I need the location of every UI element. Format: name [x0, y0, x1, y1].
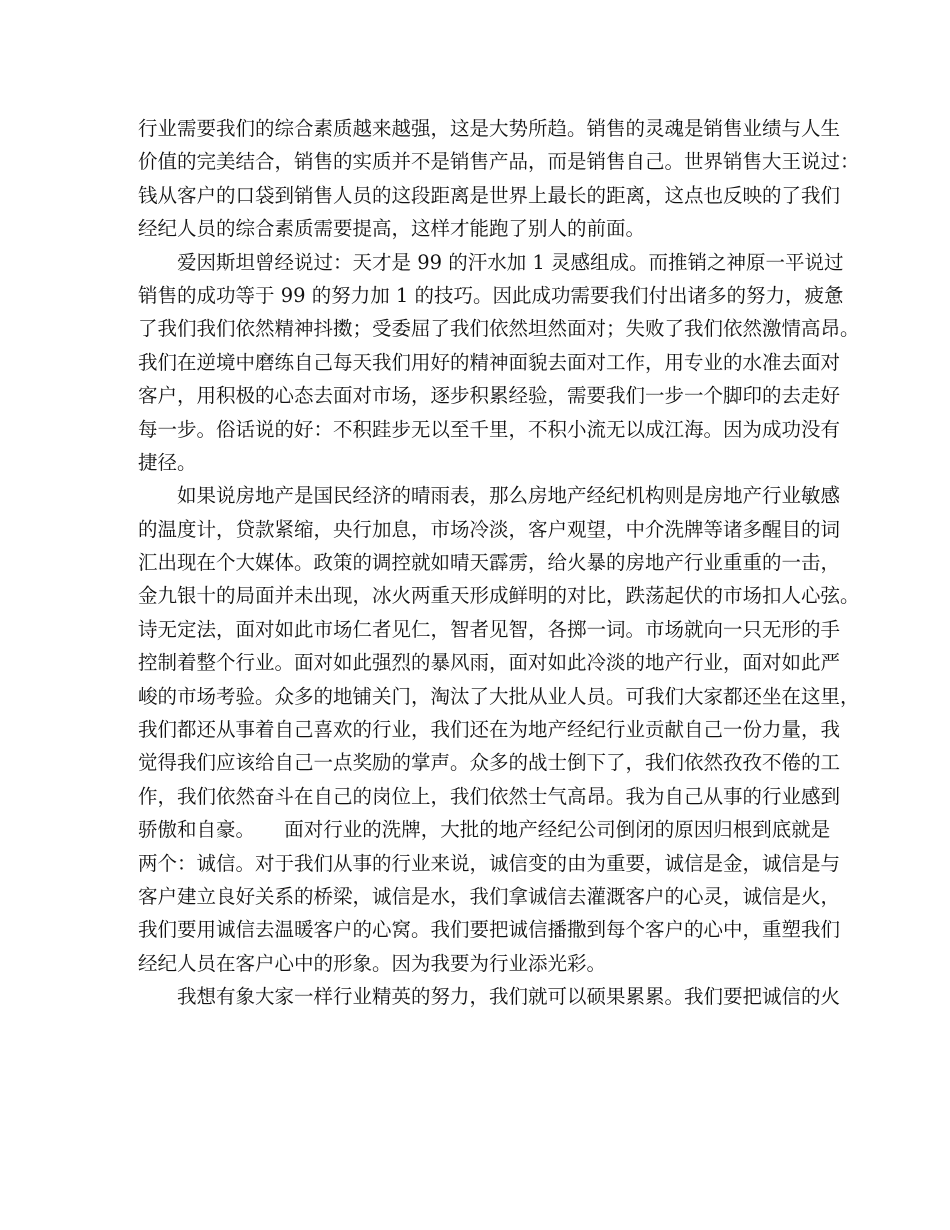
- text-line: 控制着整个行业。面对如此强烈的暴风雨，面对如此冷淡的地产行业，面对如此严: [138, 651, 841, 675]
- text-line: 的温度计，贷款紧缩，央行加息，市场冷淡，客户观望，中介洗牌等诸多醒目的词: [138, 517, 841, 541]
- text-line: 我们在逆境中磨练自己每天我们用好的精神面貌去面对工作，用专业的水准去面对: [138, 350, 841, 374]
- text-line: 爱因斯坦曾经说过：天才是 99 的汗水加 1 灵感组成。而推销之神原一平说过: [138, 250, 844, 274]
- text-line: 我们要用诚信去温暖客户的心窝。我们要把诚信播撒到每个客户的心中，重塑我们: [138, 918, 841, 942]
- text-line: 行业需要我们的综合素质越来越强，这是大势所趋。销售的灵魂是销售业绩与人生: [138, 117, 841, 140]
- text-line: 经纪人员的综合素质需要提高，这样才能跑了别人的前面。: [138, 217, 646, 241]
- text-line: 客户，用积极的心态去面对市场，逐步积累经验，需要我们一步一个脚印的去走好: [138, 384, 841, 408]
- text-line: 每一步。俗话说的好：不积跬步无以至千里，不积小流无以成江海。因为成功没有: [138, 417, 841, 441]
- text-line: 我们都还从事着自己喜欢的行业，我们还在为地产经纪行业贡献自己一份力量，我: [138, 718, 841, 742]
- text-line: 金九银十的局面并未出现，冰火两重天形成鲜明的对比，跌荡起伏的市场扣人心弦。: [138, 584, 860, 608]
- text-line: 峻的市场考验。众多的地铺关门，淘汰了大批从业人员。可我们大家都还坐在这里，: [138, 684, 860, 708]
- text-line: 汇出现在个大媒体。政策的调控就如晴天霹雳，给火暴的房地产行业重重的一击，: [138, 551, 841, 575]
- body-text: [138, 112, 860, 1014]
- text-line: 如果说房地产是国民经济的晴雨表，那么房地产经纪机构则是房地产行业敏感: [138, 484, 841, 508]
- text-line: 捷径。: [138, 450, 197, 474]
- text-line: 骄傲和自豪。 面对行业的洗牌，大批的地产经纪公司倒闭的原因归根到底就是: [138, 818, 831, 842]
- text-line: 我想有象大家一样行业精英的努力，我们就可以硕果累累。我们要把诚信的火: [138, 985, 841, 1009]
- text-line: 客户建立良好关系的桥梁，诚信是水，我们拿诚信去灌溉客户的心灵，诚信是火，: [138, 884, 841, 908]
- text-line: 价值的完美结合，销售的实质并不是销售产品，而是销售自己。世界销售大王说过：: [138, 150, 860, 174]
- text-line: 销售的成功等于 99 的努力加 1 的技巧。因此成功需要我们付出诸多的努力，疲惫: [138, 283, 844, 307]
- text-line: 作，我们依然奋斗在自己的岗位上，我们依然士气高昂。我为自己从事的行业感到: [138, 784, 841, 808]
- text-line: 觉得我们应该给自己一点奖励的掌声。众多的战士倒下了，我们依然孜孜不倦的工: [138, 751, 841, 775]
- text-line: 钱从客户的口袋到销售人员的这段距离是世界上最长的距离，这点也反映的了我们: [138, 183, 841, 207]
- text-line: 了我们我们依然精神抖擞；受委屈了我们依然坦然面对；失败了我们依然激情高昂。: [138, 317, 860, 341]
- text-line: 诗无定法，面对如此市场仁者见仁，智者见智，各掷一词。市场就向一只无形的手: [138, 617, 841, 641]
- text-line: 经纪人员在客户心中的形象。因为我要为行业添光彩。: [138, 951, 607, 975]
- text-line: 两个：诚信。对于我们从事的行业来说，诚信变的由为重要，诚信是金，诚信是与: [138, 851, 841, 875]
